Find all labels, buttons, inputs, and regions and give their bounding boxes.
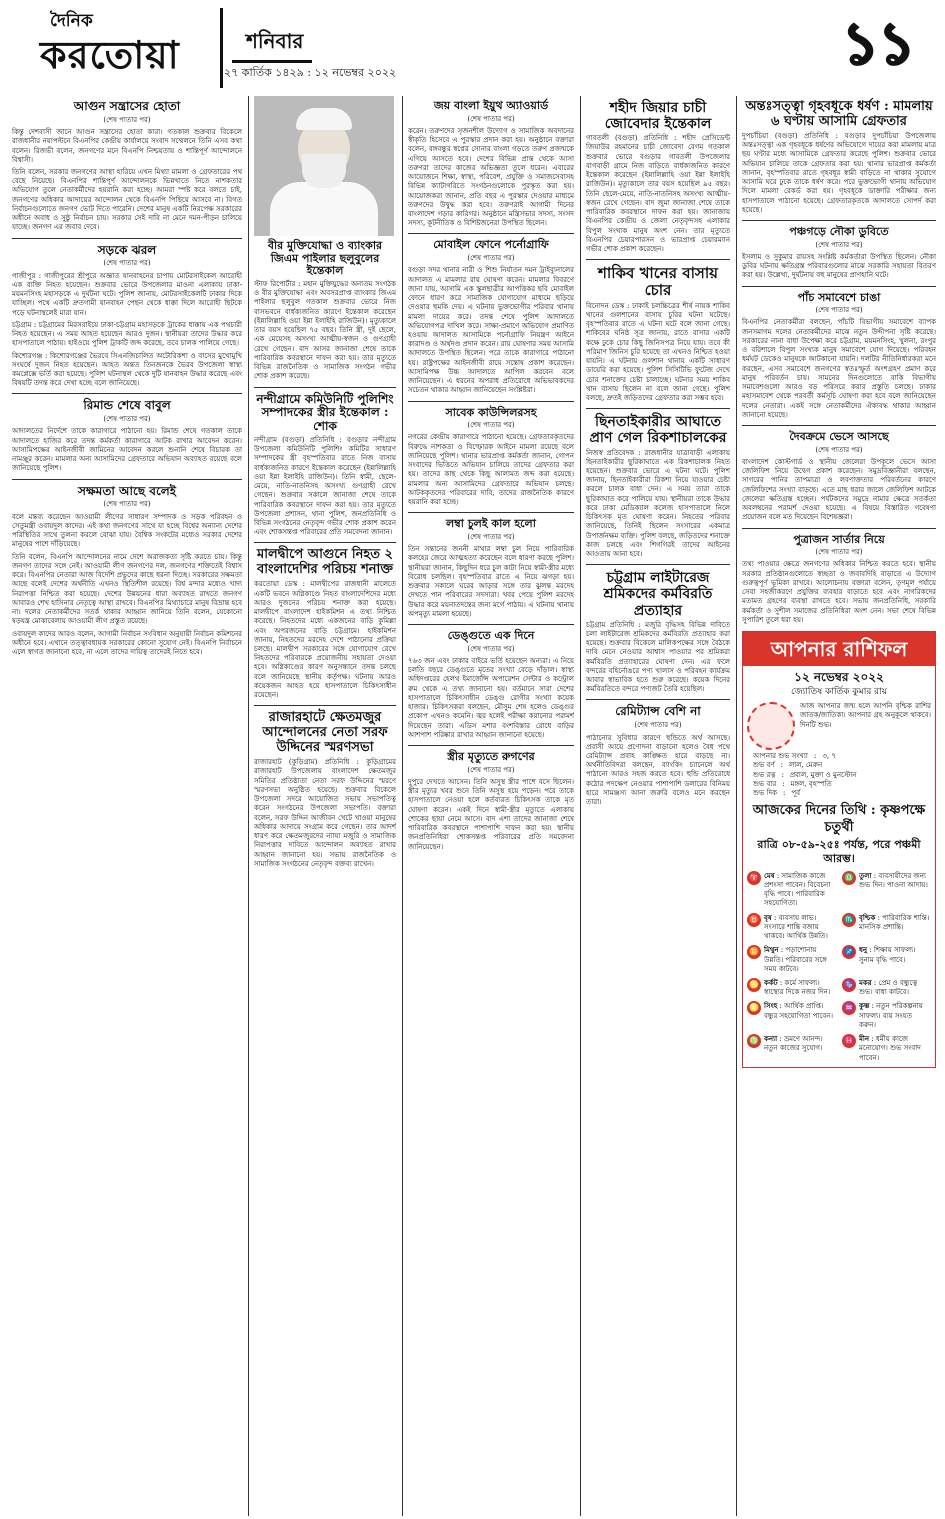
- issue-date: ২৭ কার্তিক ১৪২৯ : ১২ নভেম্বর ২০২২: [224, 66, 397, 79]
- aquarius-icon: ♒: [842, 1001, 856, 1015]
- article-paragraph: চট্টগ্রাম প্রতিনিধি : মজুরি বৃদ্ধিসহ বিভিন্ন দাবিতে চলা লাইটারেজ শ্রমিকদের কর্মবিরতি প্রত্যাহার করা হয়েছে। শুক্রবার বিকেলে মালিকপক্ষের সঙ্গে বৈঠকে দাবি মেনে নেওয়ার আশ্বাস পাওয়ার পর শ্রমিকরা কর্মবিরতি প্রত্যাহারের ঘোষণা দেন। এর ফলে বন্দরের বহির্নোঙরে পণ্য খালাস ও পরিবহন কার্যক্রম আবার স্বাভাবিক হতে শুরু করেছে। কয়েক দিনের কর্মবিরতিতে বন্দরে পণ্যজট তৈরি হয়েছিল।: [586, 620, 730, 694]
- separator: [12, 479, 242, 480]
- separator: [254, 387, 396, 388]
- continuation-note: (শেষ পাতার পর): [634, 721, 682, 730]
- article-paragraph: বিনোদন ডেস্ক : ঢাকাই চলচ্চিত্রের শীর্ষ নায়ক শাকিব খানের গুলশানের বাসায় চুরির ঘটনা ঘটেছে। বৃহস্পতিবার রাতে এ ঘটনা ঘটে বলে জানা গেছে। শাকিবের ঘনিষ্ঠ সূত্র জানায়, রাতে বাসার একটি কক্ষে ঢুকে চোর কিছু জিনিসপত্র নিয়ে যায়। তবে কী পরিমাণ জিনিস চুরি হয়েছে তা এখনও নিশ্চিত হওয়া যায়নি। এ ঘটনায় গুলশান থানায় একটি সাধারণ ডায়েরি করা হয়েছে। পুলিশ সিসিটিভি ফুটেজ দেখে চোর শনাক্তের চেষ্টা চালাচ্ছে। ঘটনার সময় শাকিব খান বাসায় ছিলেন না বলে জানা গেছে। পুলিশ বলছে, দ্রুতই জড়িতদের গ্রেফতার করা সম্ভব হবে।: [586, 301, 730, 403]
- zodiac-sign: ♐ ধনু : শিক্ষায় সাফল্য। সুনাম বৃদ্ধি পাবে।: [842, 945, 931, 974]
- article-paragraph: গাজীপুর : গাজীপুরের শ্রীপুরে অজ্ঞাত যানবাহনের চাপায় মোটরসাইকেল আরোহী এক ব্যক্তি নিহত হয়েছেন। শুক্রবার ভোরে উপজেলার মাওনা এলাকায় ঢাকা-ময়মনসিংহ মহাসড়কে এ দুর্ঘটনা ঘটে। পুলিশ জানায়, মোটরসাইকেলটি ঢাকার দিকে যাচ্ছিল। পথে একটি দ্রুতগামী যানবাহন পেছন থেকে ধাক্কা দিলে আরোহী ছিটকে পড়ে ঘটনাস্থলেই মারা যান।: [12, 271, 242, 317]
- article-paragraph: ইসলাম ও সুকুমার রায়সহ সংশ্লিষ্ট কর্মকর্তারা উপস্থিত ছিলেন। নৌকা ডুবির ঘটনায় ক্ষতিগ্রস্ত পরিবারগুলোর মাঝে সরকারি সহায়তা বিতরণ করা হয়। উল্লেখ্য, দুর্ঘটনায় বহু মানুষের প্রাণহানি ঘটে।: [742, 252, 936, 280]
- leo-icon: ♌: [747, 1001, 761, 1015]
- separator: [586, 564, 730, 565]
- headline: নন্দীগ্রামে কমিউনিটি পুলিশিং সম্পাদকের স্ত্রীর ইন্তেকাল : শোক: [256, 391, 394, 434]
- page-number: ১১: [842, 12, 915, 77]
- continuation-note: (শেষ পাতার পর): [103, 259, 151, 268]
- continuation-note: (শেষ পাতার পর): [815, 548, 863, 557]
- separator: [408, 745, 574, 746]
- continuation-note: (শেষ পাতার পর): [467, 114, 515, 123]
- headline: শহীদ জিয়ার চাচী জোবেদার ইন্তেকাল: [604, 100, 712, 133]
- zodiac-sign: ♍ কন্যা : ভ্রমণে আনন্দ। নতুন কাজের সুযোগ।: [747, 1034, 836, 1063]
- gemini-icon: ♊: [747, 945, 761, 959]
- separator: [742, 286, 936, 287]
- libra-icon: ♎: [842, 871, 856, 885]
- zodiac-sign: ♏ বৃশ্চিক : পারিবারিক শান্তি। মানসিক প্রশান্তি।: [842, 913, 931, 942]
- separator: [254, 705, 396, 706]
- taurus-icon: ♉: [747, 913, 761, 927]
- zodiac-sign: ♑ মকর : প্রেম ও বন্ধুত্বে শুভ। বাধা কাটবে।: [842, 978, 931, 997]
- virgo-icon: ♍: [747, 1034, 761, 1048]
- article-paragraph: বলে মন্তব্য করেছেন আওয়ামী লীগের সাধারণ সম্পাদক ও সড়ক পরিবহন ও সেতুমন্ত্রী ওবায়দুল কাদের। এই কথা জনগণের সাথে যা হচ্ছে বিশ্বের অন্যান্য দেশের পরিস্থিতির সাথে তুলনা করলে বোঝা যায়। বৈশ্বিক সংকটের মধ্যেও সরকার দেশের মানুষের পাশে দাঁড়িয়েছে।: [12, 512, 242, 549]
- continuation-note: (শেষ পাতার পর): [467, 533, 515, 541]
- chart-row: শুভ রত্ন : প্রবাল, মুক্তা ও মুনস্টোন: [753, 770, 857, 779]
- horoscope-box: [742, 631, 936, 1068]
- continuation-note: (শেষ পাতার পর): [467, 644, 515, 653]
- issue-day: শনিবার: [246, 29, 304, 53]
- column-2: [254, 96, 396, 1514]
- portrait-photo: [254, 96, 394, 236]
- chart-row: শুভ দিক : পূর্ব: [753, 789, 801, 798]
- tithi-line: আজকের দিনের তিথি : কৃষ্ণপক্ষে চতুর্থী: [752, 803, 926, 836]
- column-rule: [248, 96, 249, 1516]
- cancer-icon: ♋: [747, 978, 761, 992]
- separator: [408, 233, 574, 234]
- headline: রেমিট্যান্স বেশি না: [615, 704, 701, 719]
- article-paragraph: করেন। তরুণদের সৃজনশীল উদ্যোগ ও সামাজিক অবদানের স্বীকৃতি হিসেবে এ পুরস্কার প্রদান করা হয়। অনুষ্ঠানে বক্তারা বলেন, বঙ্গবন্ধুর স্বপ্নের সোনার বাংলা গড়তে তরুণ প্রজন্মকে এগিয়ে আসতে হবে। দেশের বিভিন্ন প্রান্ত থেকে আসা তরুণরা তাদের কাজের অভিজ্ঞতা তুলে ধরেন। এবারের আয়োজনে শিক্ষা, স্বাস্থ্য, পরিবেশ, প্রযুক্তি ও সমাজসেবাসহ বিভিন্ন ক্যাটাগরিতে সংগঠনগুলোকে পুরস্কৃত করা হয়। আয়োজকরা জানান, প্রতি বছর এ পুরস্কার দেওয়ার মাধ্যমে তরুণদের উদ্বুদ্ধ করা হবে। তরুণরাই আগামী দিনের বাংলাদেশ গড়ার কারিগর। অনুষ্ঠানে মন্ত্রিসভার সদস্য, সংসদ সদস্য, কূটনীতিক ও বিশিষ্টজনেরা উপস্থিত ছিলেন।: [408, 126, 574, 228]
- headline: ডেঙ্গুতে এক দিনে: [447, 629, 535, 643]
- zodiac-sign: ♎ তুলা : ব্যবসায়ীদের জন্য শুভ দিন। পাওনা আদায়।: [842, 871, 931, 909]
- article-paragraph: তিন সন্তানের জননী মাথার লম্বা চুল নিয়ে পারিবারিক কলহের জেরে আত্মহত্যা করেছেন বলে ধারণা করছে পুলিশ। স্থানীয়রা জানান, কিছুদিন ধরে চুল কাটা নিয়ে স্বামী-স্ত্রীর মধ্যে বিরোধ চলছিল। বৃহস্পতিবার রাতে এ নিয়ে ঝগড়া হয়। শুক্রবার সকালে ঘরের আড়ার সঙ্গে তার ঝুলন্ত মরদেহ দেখতে পান পরিবারের সদস্যরা। খবর পেয়ে পুলিশ মরদেহ উদ্ধার করে ময়নাতদন্তের জন্য মর্গে পাঠায়। এ ঘটনায় থানায় অপমৃত্যু মামলা হয়েছে।: [408, 545, 574, 618]
- masthead: [10, 8, 935, 94]
- continuation-note: (শেষ পাতার পর): [103, 500, 151, 509]
- article-paragraph: গাবতলী (বগুড়া) প্রতিনিধি : শহীদ প্রেসিডেন্ট জিয়াউর রহমানের চাচী জোবেদা বেগম গতকাল শুক্রবার ভোরে বগুড়ার গাবতলী উপজেলার বাগবাড়ী গ্রামে নিজ বাড়িতে বার্ধক্যজনিত কারণে ইন্তেকাল করেছেন (ইন্নালিল্লাহি ওয়া ইন্না ইলাইহি রাজিউন)। মৃত্যুকালে তার বয়স হয়েছিল ৯৫ বছর। তিনি ছেলে-মেয়ে, নাতি-নাতনিসহ অসংখ্য আত্মীয়-স্বজন রেখে গেছেন। বাদ জুমা জানাজা শেষে তাকে পারিবারিক কবরস্থানে দাফন করা হয়। জানাজায় বিএনপির কেন্দ্রীয় ও জেলা নেতৃবৃন্দসহ এলাকার বিপুল সংখ্যক মানুষ অংশ নেন। তার মৃত্যুতে বিএনপির চেয়ারপারসন ও ভারপ্রাপ্ত চেয়ারম্যান গভীর শোক প্রকাশ করেছেন।: [586, 134, 730, 253]
- headline: রিমান্ড শেষে বাবুল: [83, 398, 171, 413]
- article-paragraph: ৭৬৩ জন এবং ঢাকার বাইরে ভর্তি হয়েছেন অন্যরা। এ নিয়ে চলতি বছরে ডেঙ্গুতে মৃতের সংখ্যা বেড়ে দাঁড়াল। স্বাস্থ্য অধিদপ্তরের হেলথ ইমার্জেন্সি অপারেশন সেন্টার ও কন্ট্রোল রুম থেকে এ তথ্য জানানো হয়। বর্তমানে সারা দেশের হাসপাতালে চিকিৎসাধীন ডেঙ্গু রোগীর সংখ্যা কয়েক হাজার। চিকিৎসকরা বলছেন, মৌসুম শেষ হলেও ডেঙ্গুর প্রকোপ এখনও কমেনি। জ্বর হলেই পরীক্ষা করানোর পরামর্শ দিয়েছেন তারা। এডিস মশার বংশবিস্তার রোধে বাড়ির আশপাশ পরিষ্কার রাখার আহ্বান জানানো হয়েছে।: [408, 656, 574, 739]
- headline: দৈবক্রমে ভেসে আসছে: [789, 430, 889, 444]
- capricorn-icon: ♑: [842, 978, 856, 992]
- article-paragraph: দুপুরে দেখতে আসেন। তিনি অসুস্থ স্ত্রীর পাশে বসে ছিলেন। স্ত্রীর মৃত্যুর খবর শুনে তিনি অসুস্থ হয়ে পড়েন। পরে তাকে হাসপাতালে নেওয়া হলে কর্তব্যরত চিকিৎসক তাকে মৃত ঘোষণা করেন। একই দিনে স্বামী-স্ত্রীর মৃত্যুতে এলাকায় শোকের ছায়া নেমে আসে। বাদ এশা তাদের জানাজা শেষে পারিবারিক কবরস্থানে পাশাপাশি দাফন করা হয়। স্থানীয় জনপ্রতিনিধিরা শোকসন্তপ্ত পরিবারের প্রতি সমবেদনা জানিয়েছেন।: [408, 777, 574, 851]
- column-rule: [580, 96, 581, 1516]
- article-paragraph: নন্দীগ্রাম (বগুড়া) প্রতিনিধি : বগুড়ার নন্দীগ্রাম উপজেলা কমিউনিটি পুলিশিং কমিটির সাধারণ সম্পাদকের স্ত্রী বৃহস্পতিবার রাতে নিজ বাসায় বার্ধক্যজনিত কারণে ইন্তেকাল করেছেন (ইন্নালিল্লাহি ওয়া ইন্না ইলাইহি রাজিউন)। তিনি স্বামী, ছেলে-মেয়ে, নাতি-নাতনিসহ অসংখ্য গুণগ্রাহী রেখে গেছেন। শুক্রবার সকালে জানাজা শেষে তাকে পারিবারিক কবরস্থানে দাফন করা হয়। তার মৃত্যুতে উপজেলা প্রশাসন, থানা পুলিশ, জনপ্রতিনিধি ও বিভিন্ন সংগঠনের নেতৃবৃন্দ গভীর শোক প্রকাশ করেন এবং শোকসন্তপ্ত পরিবারের প্রতি সমবেদনা জানান।: [254, 435, 396, 537]
- article-paragraph: কিশোরগঞ্জ : কিশোরগঞ্জের ভৈরবে সিএনজিচালিত অটোরিকশা ও বাসের মুখোমুখি সংঘর্ষে দুজন নিহত হয়েছেন। আহত অন্তত তিনজনকে ভৈরব উপজেলা স্বাস্থ্য কমপ্লেক্সে ভর্তি করা হয়েছে। পুলিশ ঘটনাস্থল থেকে দুটি যানবাহন উদ্ধার করেছে এবং বিষয়টি তদন্ত করে দেখা হচ্ছে বলে জানিয়েছে।: [12, 351, 242, 388]
- continuation-note: (শেষ পাতার পর): [467, 421, 515, 430]
- continuation-note: (শেষ পাতার পর): [467, 765, 515, 774]
- article-paragraph: কিন্তু দেশবাসী জানে আগুন সন্ত্রাসের হোতা কারা। গতকাল শুক্রবার বিকেলে রাজধানীর নয়াপল্টনে বিএনপির কেন্দ্রীয় কার্যালয়ে সংবাদ সম্মেলনে তিনি এসব কথা বলেন। রিজভী বলেন, জনগণের মনে বিএনপি নিশ্চয়তায় ও শান্তিপূর্ণ আন্দোলনে বিশ্বাসী।: [12, 128, 242, 164]
- headline: চট্টগ্রাম লাইটারেজ শ্রমিকদের কর্মবিরতি প্রত্যাহার: [603, 570, 713, 619]
- zodiac-sign: ♊ মিথুন : পড়াশোনায় উন্নতি। পরিবারের সঙ্গে সময় কাটবে।: [747, 945, 836, 974]
- headline: সক্ষমতা আছে বলেই: [78, 483, 176, 498]
- sagittarius-icon: ♐: [842, 945, 856, 959]
- continuation-note: (শেষ পাতার পর): [815, 306, 863, 315]
- headline: স্ত্রীর মৃত্যুতে রুগণের: [447, 750, 535, 764]
- zodiac-sign: ♓ মীন : ধর্মীয় কাজে মনোযোগ। শুভ সংবাদ পাবেন।: [842, 1034, 931, 1063]
- column-rule: [736, 96, 737, 1516]
- continuation-note: (শেষ পাতার পর): [103, 415, 151, 424]
- horoscope-date: ১২ নভেম্বর ২০২২: [794, 670, 884, 685]
- article-paragraph: চট্টগ্রাম : চট্টগ্রামের মিরসরাইয়ে ঢাকা-চট্টগ্রাম মহাসড়কে ট্রাকের ধাক্কায় এক পথচারী নিহত হয়েছেন। এ সময় আহত হয়েছেন আরও দুজন। স্থানীয়রা তাদের উদ্ধার করে হাসপাতালে পাঠায়। হাইওয়ে পুলিশ ট্রাকটি জব্দ করেছে, তবে চালক পালিয়ে গেছে।: [12, 320, 242, 348]
- article-paragraph: আদালতের নির্দেশে তাকে কারাগারে পাঠানো হয়। রিমান্ড শেষে গতকাল তাকে আদালতে হাজির করে তদন্ত কর্মকর্তা কারাগারে আটক রাখার আবেদন করেন। আসামিপক্ষের আইনজীবী জামিনের আবেদন করলে শুনানি শেষে বিচারক তা নামঞ্জুর করেন। মামলার অন্য আসামিদের গ্রেফতারে অভিযান অব্যাহত রয়েছে বলে জানিয়েছে পুলিশ।: [12, 427, 242, 473]
- zodiac-sign: ♈ মেষ : সামাজিক কাজে প্রশংসা পাবেন। বিবেচনা বৃদ্ধি পাবে। পারিবারিক সহযোগিতা।: [747, 871, 836, 909]
- zodiac-sign: ♋ কর্কট : কর্মে সাফল্য। স্বাস্থ্যের দিকে নজর দিন।: [747, 978, 836, 997]
- article-paragraph: তথ্য পাওয়ার ক্ষেত্রে জনগণের অধিকার নিশ্চিত করতে হবে। স্থানীয় সরকার প্রতিষ্ঠানগুলোতে স্বচ্ছতা ও জবাবদিহি বাড়াতে এ উদ্যোগ গুরুত্বপূর্ণ ভূমিকা রাখবে। আলোচনায় বক্তারা বলেন, তৃণমূল পর্যায়ে সেবা সহজীকরণে প্রযুক্তির ব্যবহার বাড়াতে হবে এবং নাগরিকদের মতামত গ্রহণের ব্যবস্থা রাখতে হবে। সভায় জনপ্রতিনিধি, সরকারি কর্মকর্তা ও সুশীল সমাজের প্রতিনিধিরা অংশ নেন। সভা শেষে বিভিন্ন সুপারিশ তুলে ধরা হয়।: [742, 560, 936, 624]
- headline: সাবেক কাউন্সিলরসহ: [445, 405, 537, 419]
- headline: বীর মুক্তিযোদ্ধা ও ব্যাংকার জিএম পাইলার ছলুবুলের ইন্তেকাল: [267, 239, 383, 278]
- zodiac-sign: ♌ সিংহ : আর্থিক প্রাপ্তি। বন্ধুর সহযোগিতা পাবেন।: [747, 1001, 836, 1030]
- masthead-rule: [232, 60, 312, 63]
- lucky-chart: [753, 752, 925, 798]
- zodiac-sign: ♒ কুম্ভ : নতুন পরিকল্পনায় সাফল্য। ব্যয় সংযত করুন।: [842, 1001, 931, 1030]
- separator: [408, 512, 574, 513]
- separator: [12, 238, 242, 239]
- article-paragraph: করতোয়া ডেস্ক : মালদ্বীপের রাজধানী মালেতে একটি ভবনে অগ্নিকাণ্ডে নিহত বাংলাদেশিদের মধ্যে আরও দুজনের পরিচয় শনাক্ত করা হয়েছে। মালদ্বীপে বাংলাদেশ হাইকমিশন এ তথ্য নিশ্চিত করেছে। নিহতদের মধ্যে একজনের বাড়ি কুমিল্লা এবং অপরজনের বাড়ি চট্টগ্রামে। হাইকমিশন জানায়, নিহতদের মরদেহ দেশে পাঠানোর প্রক্রিয়া চলছে। মালদ্বীপ সরকারের সঙ্গে যোগাযোগ রেখে নিহতদের পরিবারকে প্রয়োজনীয় সহায়তা দেওয়া হবে। অগ্নিকাণ্ডের কারণ অনুসন্ধানে তদন্ত চলছে বলে জানিয়েছে স্থানীয় কর্তৃপক্ষ। ঘটনায় আরও কয়েকজন আহত হয়ে হাসপাতালে চিকিৎসাধীন রয়েছেন।: [254, 580, 396, 700]
- aries-icon: ♈: [747, 871, 761, 885]
- article-paragraph: নিজস্ব প্রতিবেদক : রাজধানীর যাত্রাবাড়ী এলাকায় ছিনতাইকারীর ছুরিকাঘাতে এক রিকশাচালক নিহত হয়েছেন। শুক্রবার ভোরে এ ঘটনা ঘটে। পুলিশ জানায়, ছিনতাইকারীরা রিকশা নিয়ে যাওয়ার চেষ্টা করলে চালক বাধা দেন। এ সময় তারা তাকে ছুরিকাঘাত করে পালিয়ে যায়। স্থানীয়রা তাকে উদ্ধার করে ঢাকা মেডিক্যাল কলেজ হাসপাতালে নিলে চিকিৎসক মৃত ঘোষণা করেন। নিহতের পরিবার জানিয়েছে, তিনিই ছিলেন সংসারের একমাত্র উপার্জনক্ষম ব্যক্তি। পুলিশ বলছে, জড়িতদের শনাক্তে কাজ চলছে এবং শিগগিরই তাদের আইনের আওতায় আনা হবে।: [586, 448, 730, 559]
- zodiac-sign: ♉ বৃষ : ব্যবসায় লাভ। সংসারে শান্তি বজায় থাকবে। আর্থিক উন্নতি।: [747, 913, 836, 942]
- separator: [586, 699, 730, 700]
- article-paragraph: তিনি বলেন, বিএনপি আন্দোলনের নামে দেশে অরাজকতা সৃষ্টি করতে চায়। কিন্তু জনগণ তাদের সঙ্গে নেই। আওয়ামী লীগ জনগণের দল, জনগণের শক্তিতেই বিশ্বাস করে। বিএনপির নেতারা আজ বিদেশি প্রভুদের কাছে ধরনা দিচ্ছে। সরকারের সক্ষমতা আছে বলেই দেশের অর্থনীতি এখনও স্থিতিশীল রয়েছে। বিশ্ব মন্দার মধ্যেও খাদ্য নিরাপত্তা নিশ্চিত করা হয়েছে। দেশের উন্নয়নের ধারা অব্যাহত রাখতে জনগণ আবারও শেখ হাসিনার নেতৃত্বে আস্থা রাখবে। বিএনপির মিথ্যাচারে মানুষ বিভ্রান্ত হবে না। দলের নেতাকর্মীদের সতর্ক থাকার আহ্বান জানিয়ে তিনি বলেন, যেকোনো ষড়যন্ত্র মোকাবেলায় আওয়ামী লীগ প্রস্তুত রয়েছে।: [12, 552, 242, 626]
- logo-prefix: দৈনিক: [50, 11, 93, 31]
- continuation-note: (শেষ পাতার পর): [467, 254, 515, 263]
- article-paragraph: নগরের কেন্দ্রীয় কারাগারে পাঠানো হয়েছে। গ্রেফতারকৃতদের বিরুদ্ধে নাশকতা ও বিস্ফোরক আইনে মামলা রয়েছে বলে জানিয়েছে পুলিশ। থানার ভারপ্রাপ্ত কর্মকর্তা জানান, গোপন সংবাদের ভিত্তিতে অভিযান চালিয়ে তাদের গ্রেফতার করা হয়। তাদের কাছ থেকে কিছু আলামত জব্দ করা হয়েছে। মামলার অন্য আসামিদের গ্রেফতারে অভিযান চলছে। আটককৃতদের পরিবারের দাবি, তাদের রাজনৈতিক কারণে হয়রানি করা হচ্ছে।: [408, 433, 574, 507]
- tithi-time: রাত্রি ০৮-৫৯-২৫ঃ পর্যন্ত, পরে পঞ্চমী আরম্ভ।: [757, 837, 921, 866]
- zodiac-list: [743, 871, 935, 1067]
- separator: [742, 220, 936, 221]
- article-paragraph: বাংলাদেশ কোস্টগার্ড ও স্থানীয় জেলেরা উপকূলে ভেসে আসা জেলিফিশ নিয়ে উদ্বেগ প্রকাশ করেছেন। সমুদ্রবিজ্ঞানীরা বলছেন, সাগরের পানির তাপমাত্রা ও লবণাক্ততার পরিবর্তনের কারণে জেলিফিশের সংখ্যা বাড়ছে। এতে মাছ ধরার জালে জেলিফিশ আটকে জেলেরা ক্ষতিগ্রস্ত হচ্ছেন। পর্যটকদের সমুদ্রে নামার ক্ষেত্রে সতর্কতা অবলম্বনের পরামর্শ দেওয়া হয়েছে। এ বিষয়ে বিস্তারিত গবেষণা প্রয়োজন বলে মত দিয়েছেন বিশেষজ্ঞরা।: [742, 457, 936, 522]
- article-paragraph: দুপচাঁচিয়া (বগুড়া) প্রতিনিধি : বগুড়ার দুপচাঁচিয়া উপজেলায় অন্তঃসত্ত্বা এক গৃহবধূকে ধর্ষণের অভিযোগে দায়ের করা মামলায় মাত্র ছয় ঘণ্টার মধ্যে আসামিকে গ্রেফতার করেছে পুলিশ। শুক্রবার ভোরে অভিযান চালিয়ে তাকে গ্রেফতার করা হয়। থানার ভারপ্রাপ্ত কর্মকর্তা জানান, বৃহস্পতিবার রাতে গৃহবধূর স্বামী বাড়িতে না থাকার সুযোগে আসামি ঘরে ঢুকে তাকে ধর্ষণ করে। পরে ভুক্তভোগী থানায় অভিযোগ দিলে মামলা রেকর্ড করা হয়। গৃহবধূকে ডাক্তারি পরীক্ষার জন্য হাসপাতালে পাঠানো হয়েছে। গ্রেফতারকৃতকে আদালতে সোপর্দ করা হয়েছে।: [742, 131, 936, 214]
- pisces-icon: ♓: [842, 1034, 856, 1048]
- zodiac-wheel-icon: [747, 702, 795, 750]
- headline: শাকিব খানের বাসায় চোর: [597, 264, 719, 300]
- continuation-note: (শেষ পাতার পর): [103, 115, 151, 124]
- headline: পাঁচ সমাবেশে চাঙা: [797, 290, 881, 304]
- separator: [408, 401, 574, 402]
- article-paragraph: পাঠানোর সুবিধার কারণে হুন্ডিতে অর্থ আসছে। প্রবাসী আয়ে প্রণোদনা বাড়ানো হলেও বৈধ পথে রেমিট্যান্স প্রবাহ কাঙ্ক্ষিত হারে বাড়ছে না। অর্থনীতিবিদরা বলছেন, ব্যাংকিং চ্যানেলে অর্থ পাঠানো আরও সহজ করতে হবে। হুন্ডি প্রতিরোধে কঠোর পদক্ষেপ নেওয়ার পাশাপাশি ডলারের বিনিময় হারে সামঞ্জস্য আনা জরুরি বলেও মনে করছেন তারা।: [586, 733, 730, 807]
- article-paragraph: বগুড়া সদর থানার নারী ও শিশু নির্যাতন দমন ট্রাইব্যুনালের আদালত এ মামলার রায় ঘোষণা করেন। মামলার বিবরণে জানা যায়, আসামি এক স্কুলছাত্রীর আপত্তিকর ছবি মোবাইল ফোনে ধারণ করে সামাজিক যোগাযোগ মাধ্যমে ছড়িয়ে দেওয়ার হুমকি দেয়। এ ঘটনায় ভুক্তভোগীর পরিবার থানায় মামলা দায়ের করে। তদন্ত শেষে পুলিশ আদালতে অভিযোগপত্র দাখিল করে। সাক্ষ্য-প্রমাণে অভিযোগ প্রমাণিত হওয়ায় আদালত আসামিকে পর্নোগ্রাফি নিয়ন্ত্রণ আইনে কারাদণ্ড ও অর্থদণ্ড প্রদান করেন। রায় ঘোষণার সময় আসামি আদালতে উপস্থিত ছিলেন। পরে তাকে কারাগারে পাঠানো হয়। রাষ্ট্রপক্ষের আইনজীবী রায়ে সন্তোষ প্রকাশ করেছেন। আসামিপক্ষ উচ্চ আদালতে আপিল করবেন বলে জানিয়েছেন। এ ধরনের অপরাধ প্রতিরোধে অভিভাবকদের সচেতন থাকার আহ্বান জানিয়েছেন সংশ্লিষ্টরা।: [408, 266, 574, 395]
- article-paragraph: বিএনপির নেতাকর্মীরা বলছেন, পাঁচটি বিভাগীয় সমাবেশে ব্যাপক জনসমাগম দলের নেতাকর্মীদের মাঝে নতুন উদ্দীপনা সৃষ্টি করেছে। সরকারের নানা বাধা উপেক্ষা করে চট্টগ্রাম, ময়মনসিংহ, খুলনা, রংপুর ও বরিশালে বিপুল সংখ্যক মানুষ সমাবেশে যোগ দিয়েছে। পরিবহন ধর্মঘট ডেকেও মানুষকে আটকানো যায়নি। দলটির নীতিনির্ধারকরা মনে করছেন, এসব সমাবেশে জনগণের স্বতঃস্ফূর্ত অংশগ্রহণ প্রমাণ করে মানুষ পরিবর্তন চায়। সামনের দিনগুলোতে বাকি বিভাগীয় সমাবেশগুলো আরও বড় পরিসরে করার প্রস্তুতি চলছে। ঢাকার মহাসমাবেশ থেকে পরবর্তী কর্মসূচি ঘোষণা করা হবে বলে জানিয়েছেন দলের নেতারা। একই সঙ্গে নেতাকর্মীদের ঐক্যবদ্ধ থাকার আহ্বান জানানো হয়েছে।: [742, 318, 936, 419]
- headline: পুত্রাজন সার্তার নিয়ে: [793, 532, 885, 546]
- separator: [12, 393, 242, 394]
- chart-row: আপনার শুভ সংখ্যা : ৩, ৭: [753, 752, 836, 761]
- newspaper-logo: করতোয়া: [40, 32, 180, 77]
- continuation-note: (শেষ পাতার পর): [815, 445, 863, 454]
- separator: [586, 259, 730, 260]
- column-1: [12, 96, 242, 1514]
- horoscope-title: আপনার রাশিফল: [743, 632, 935, 666]
- headline: মালদ্বীপে আগুনে নিহত ২ বাংলাদেশির পরিচয় শনাক্ত: [257, 547, 393, 578]
- horoscope-intro: আজ আপনার জন্ম হলে আপনি বৃশ্চিক রাশির জাতক/জাতিকা। আপনার গ্রহ অনুকূলে থাকবে। দিনটি শুভ।: [800, 702, 931, 729]
- article-paragraph: রাজারহাট (কুড়িগ্রাম) প্রতিনিধি : কুড়িগ্রামের রাজারহাট উপজেলায় বাংলাদেশ ক্ষেতমজুর সমিতির প্রতিষ্ঠাতা নেতা সরফ উদ্দিনের স্মরণে স্মরণসভা অনুষ্ঠিত হয়েছে। শুক্রবার বিকেলে উপজেলা সদরে আয়োজিত সভায় সভাপতিত্ব করেন সংগঠনের উপজেলা সভাপতি। বক্তারা বলেন, সরফ উদ্দিন আজীবন খেটে খাওয়া মানুষের অধিকার আদায়ে সংগ্রাম করে গেছেন। তার আদর্শ ধারণ করে ক্ষেতমজুরদের ন্যায্য মজুরি ও সামাজিক নিরাপত্তার দাবিতে আন্দোলন অব্যাহত রাখার আহ্বান জানানো হয়। সভায় রাজনৈতিক ও সামাজিক সংগঠনের নেতৃবৃন্দ বক্তব্য রাখেন।: [254, 758, 396, 868]
- headline: সড়কে ঝরল: [97, 242, 157, 257]
- chart-row: শুভ বার : মঙ্গল, বৃহস্পতি: [753, 779, 832, 788]
- separator: [586, 408, 730, 409]
- headline: মোবাইল ফোনে পর্নোগ্রাফি: [433, 238, 549, 252]
- separator: [742, 528, 936, 529]
- continuation-note: (শেষ পাতার পর): [815, 240, 863, 249]
- separator: [408, 624, 574, 625]
- masthead-divider: [220, 8, 223, 88]
- headline: পঞ্চগড়ে নৌকা ডুবিতে: [789, 224, 889, 238]
- headline: ছিনতাইকারীর আঘাতে প্রাণ গেল রিকশাচালকের: [589, 414, 727, 447]
- scorpio-icon: ♏: [842, 913, 856, 927]
- article-paragraph: ওবায়দুল কাদের আরও বলেন, আগামী নির্বাচন সংবিধান অনুযায়ী নির্বাচন কমিশনের অধীনে হবে। এখানে তত্ত্বাবধায়ক সরকারের কোনো সুযোগ নেই। বিএনপি নির্বাচনে এলে স্বাগত জানানো হবে, না এলে তাদের দায়িত্ব তাদেরই নিতে হবে।: [12, 629, 242, 656]
- article-paragraph: তিনি বলেন, সরকার জনগণের আস্থা হারিয়ে এখন মিথ্যা মামলা ও গ্রেফতারের পথ বেছে নিয়েছে। বিএনপির শান্তিপূর্ণ আন্দোলনকে ভিন্নখাতে নিতে নাশকতার অভিযোগ তুলে নেতাকর্মীদের হয়রানি করা হচ্ছে। আমরা স্পষ্ট করে বলতে চাই, জনগণের অধিকার আদায়ের আন্দোলন থেকে বিএনপি পিছিয়ে আসবে না। বিগত নির্বাচনগুলোতে জনগণ ভোট দিতে পারেনি। দেশের মানুষ একটি নিরপেক্ষ সরকারের অধীনে অবাধ ও সুষ্ঠু নির্বাচন চায়। সরকার সেই দাবি না মেনে দমন-পীড়ন চালিয়ে যাচ্ছে। জনগণ এর জবাব দেবে।: [12, 167, 242, 232]
- headline: লম্বা চুলই কাল হলো: [446, 517, 536, 531]
- headline: অন্তঃসত্ত্বা গৃহবধূকে ধর্ষণ : মামলায় ৬ ঘণ্টায় আসামি গ্রেফতার: [745, 99, 933, 129]
- column-4: [586, 96, 730, 1514]
- headline: আগুন সন্ত্রাসের হোতা: [73, 99, 181, 113]
- headline: জয় বাংলা ইয়ুথ অ্যাওয়ার্ড: [433, 99, 549, 112]
- separator: [742, 425, 936, 426]
- separator: [254, 542, 396, 543]
- column-5: [742, 96, 936, 1514]
- column-3: [408, 96, 574, 1514]
- headline: রাজারহাটে ক্ষেতমজুর আন্দোলনের নেতা সরফ উদ্দিনের স্মরণসভা: [262, 710, 388, 756]
- article-paragraph: স্টাফ রিপোর্টার : মহান মুক্তিযুদ্ধের অন্যতম সংগঠক ও বীর মুক্তিযোদ্ধা এবং অবসরপ্রাপ্ত ব্যাংকার জিএম পাইলার ছলুবুল গতকাল শুক্রবার ভোরে নিজ বাসভবনে বার্ধক্যজনিত কারণে ইন্তেকাল করেছেন (ইন্নালিল্লাহি ওয়া ইন্না ইলাইহি রাজিউন)। মৃত্যুকালে তার বয়স হয়েছিল ৭৫ বছর। তিনি স্ত্রী, দুই ছেলে, এক মেয়েসহ অসংখ্য আত্মীয়-স্বজন ও গুণগ্রাহী রেখে গেছেন। বাদ আসর জানাজা শেষে তাকে পারিবারিক কবরস্থানে দাফন করা হয়। তার মৃত্যুতে বিভিন্ন রাজনৈতিক ও সামাজিক সংগঠন গভীর শোক প্রকাশ করেছে।: [254, 279, 396, 381]
- chart-row: শুভ বর্ণ : লাল, মেরুন: [753, 761, 823, 770]
- column-rule: [402, 96, 403, 1516]
- horoscope-author: জ্যোতিষ কার্তিক কুমার রায়: [790, 687, 888, 698]
